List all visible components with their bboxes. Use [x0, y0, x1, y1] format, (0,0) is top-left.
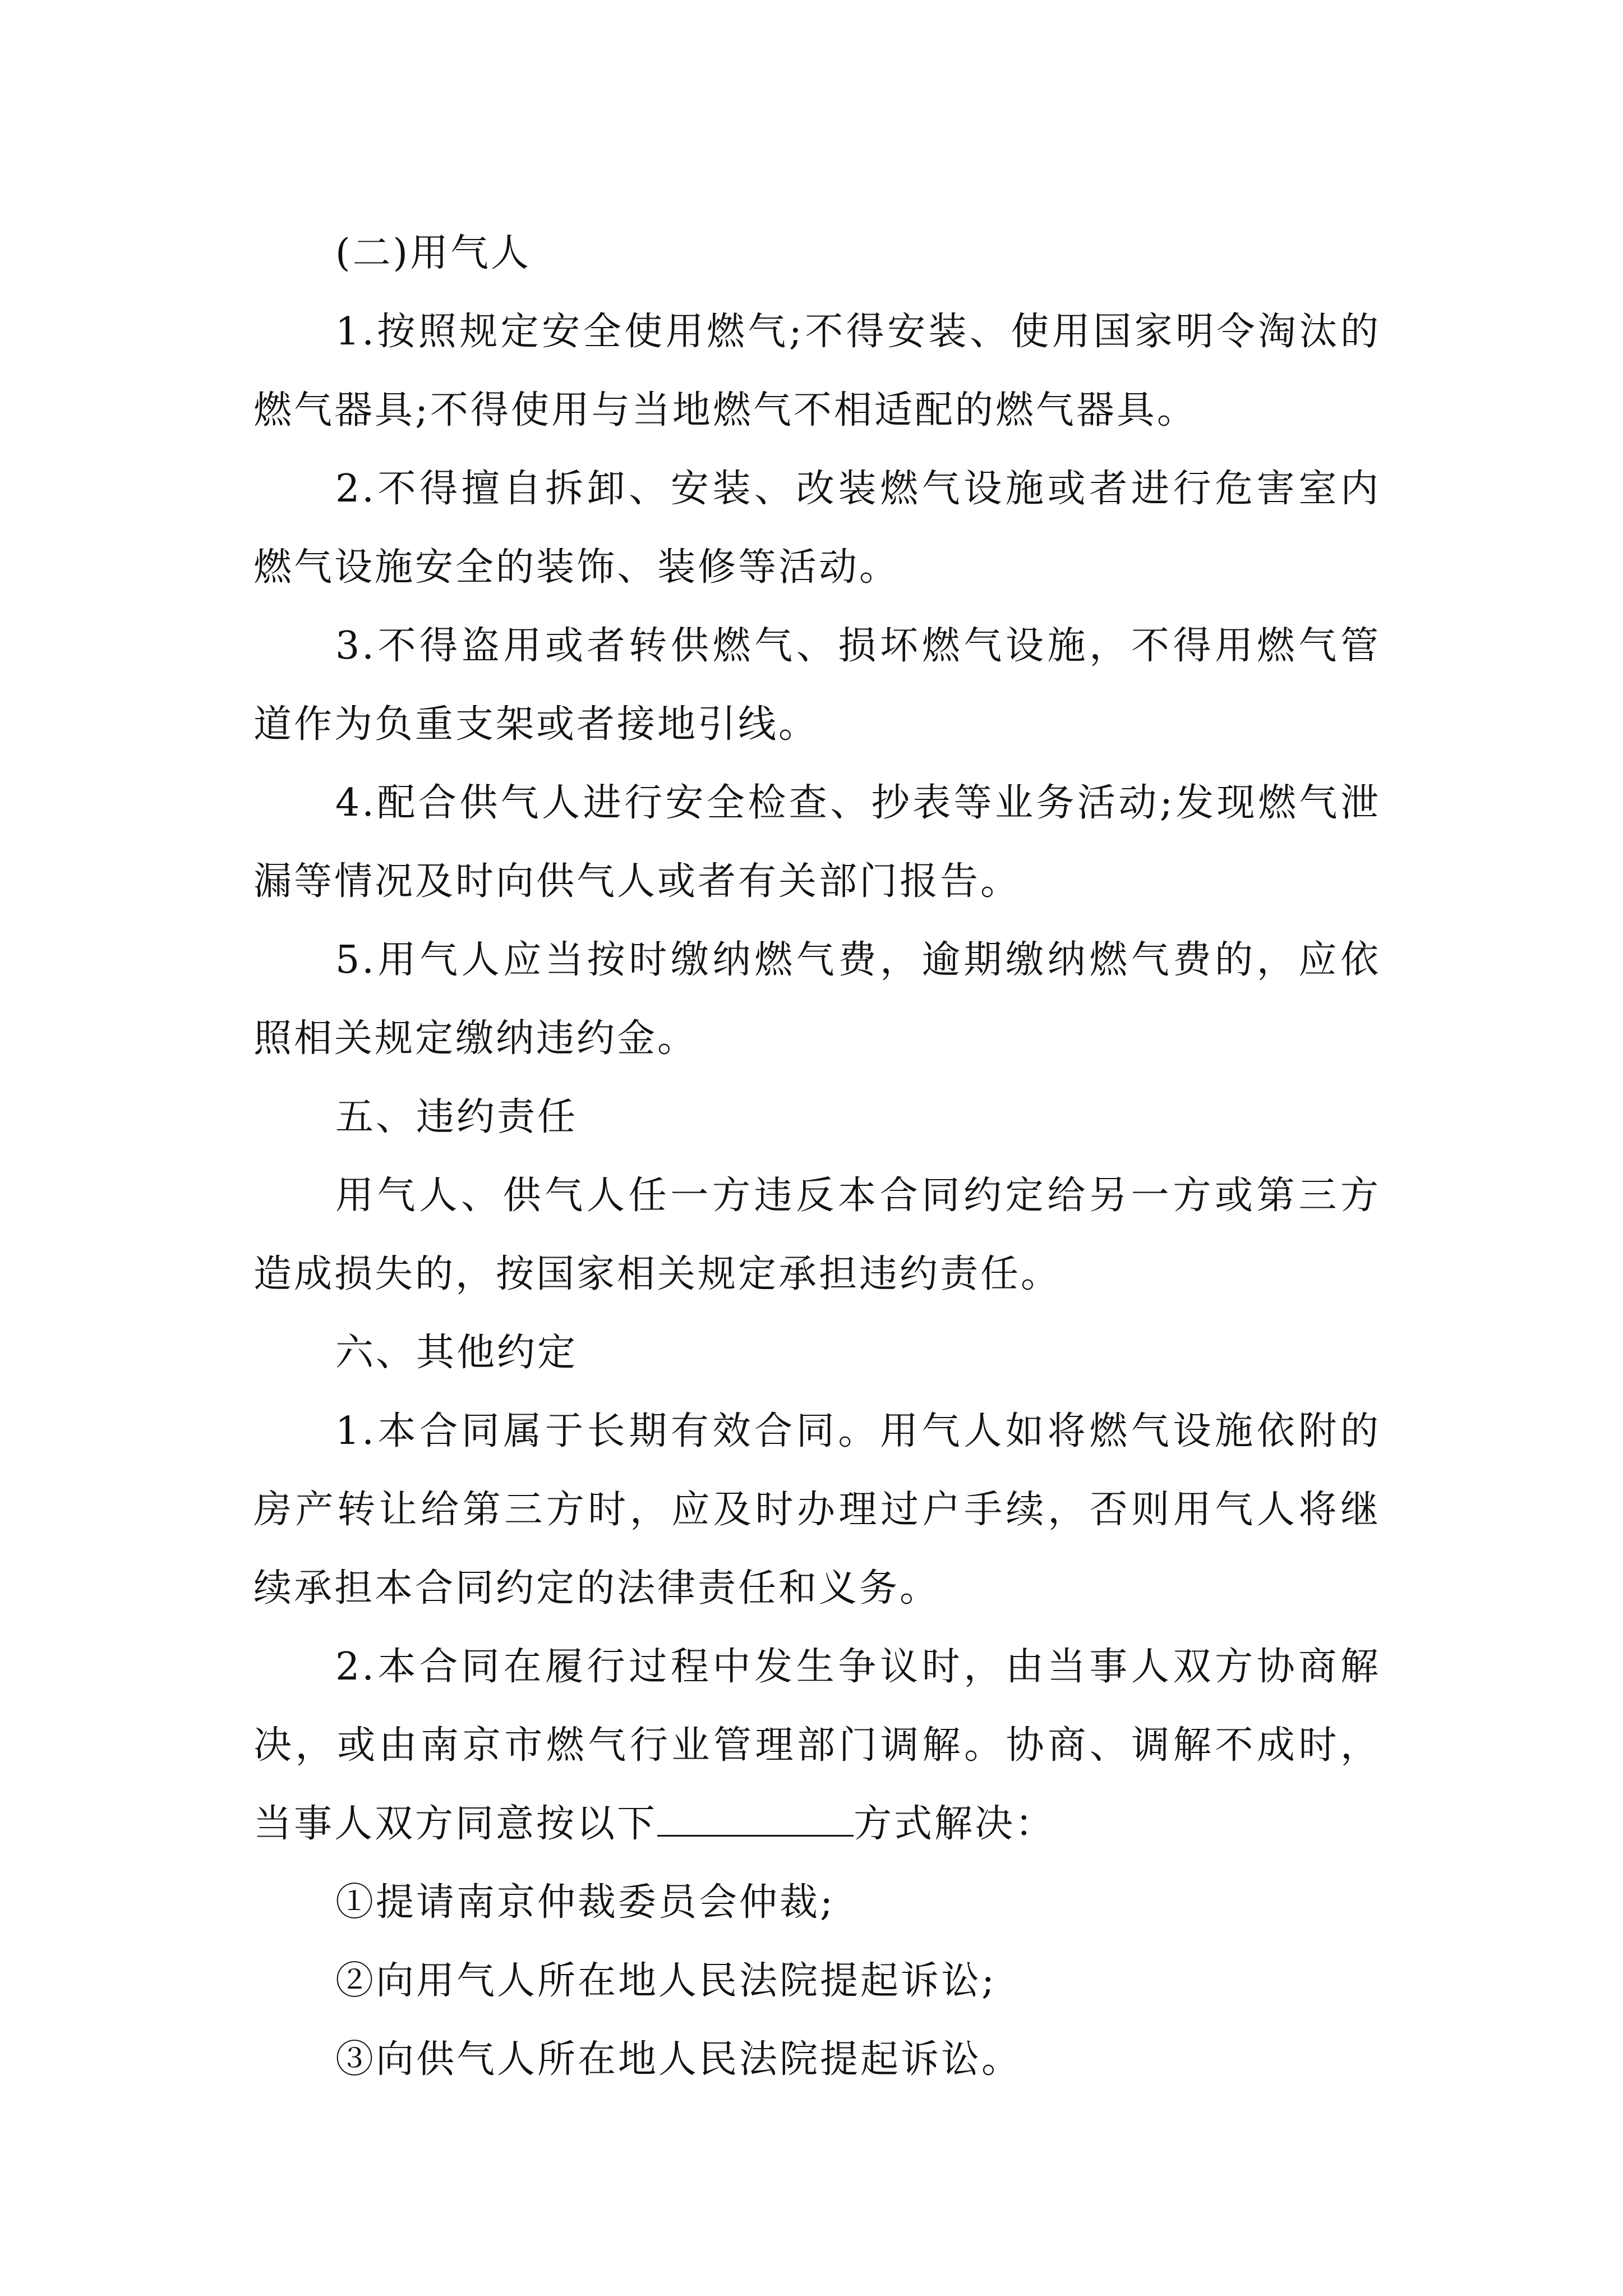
contract-text [253, 214, 1381, 2099]
other-term-2-dispute [253, 1628, 1381, 1864]
clause-3-no-theft: 3.不得盗用或者转供燃气、损坏燃气设施，不得用燃气管道作为负重支架或者接地引线。 [253, 624, 1381, 747]
clause-2-no-modification: 2.不得擅自拆卸、安装、改装燃气设施或者进行危害室内燃气设施安全的装饰、装修等活动。 [253, 467, 1381, 590]
dispute-text-before: 2.本合同在履行过程中发生争议时，由当事人双方协商解决，或由南京市燃气行业管理部门调解。协商、调解不成时，当事人双方同意按以下 [253, 1645, 1381, 1846]
liability-paragraph: 用气人、供气人任一方违反本合同约定给另一方或第三方造成损失的，按国家相关规定承担违约责任。 [253, 1174, 1381, 1296]
section-heading-liability: 五、违约责任 [335, 1095, 578, 1139]
clause-1-safe-use: 1.按照规定安全使用燃气;不得安装、使用国家明令淘汰的燃气器具;不得使用与当地燃气不相适配的燃气器具。 [253, 310, 1381, 432]
section-heading-other-terms: 六、其他约定 [335, 1331, 578, 1375]
other-term-1-validity: 1.本合同属于长期有效合同。用气人如将燃气设施依附的房产转让给第三方时，应及时办理过户手续，否则用气人将继续承担本合同约定的法律责任和义务。 [253, 1409, 1381, 1611]
option-arbitration: ①提请南京仲裁委员会仲裁; [335, 1880, 835, 1925]
clause-4-cooperate-inspection: 4.配合供气人进行安全检查、抄表等业务活动;发现燃气泄漏等情况及时向供气人或者有关部门报告。 [253, 781, 1381, 904]
clause-5-payment: 5.用气人应当按时缴纳燃气费，逾期缴纳燃气费的，应依照相关规定缴纳违约金。 [253, 938, 1381, 1061]
option-supplier-court: ③向供气人所在地人民法院提起诉讼。 [335, 2037, 1022, 2082]
dispute-text-after: 方式解决： [854, 1802, 1056, 1846]
option-user-court: ②向用气人所在地人民法院提起诉讼; [335, 1959, 997, 2003]
section-heading-gas-user: (二)用气人 [335, 231, 532, 275]
resolution-method-blank[interactable] [657, 1802, 854, 1837]
